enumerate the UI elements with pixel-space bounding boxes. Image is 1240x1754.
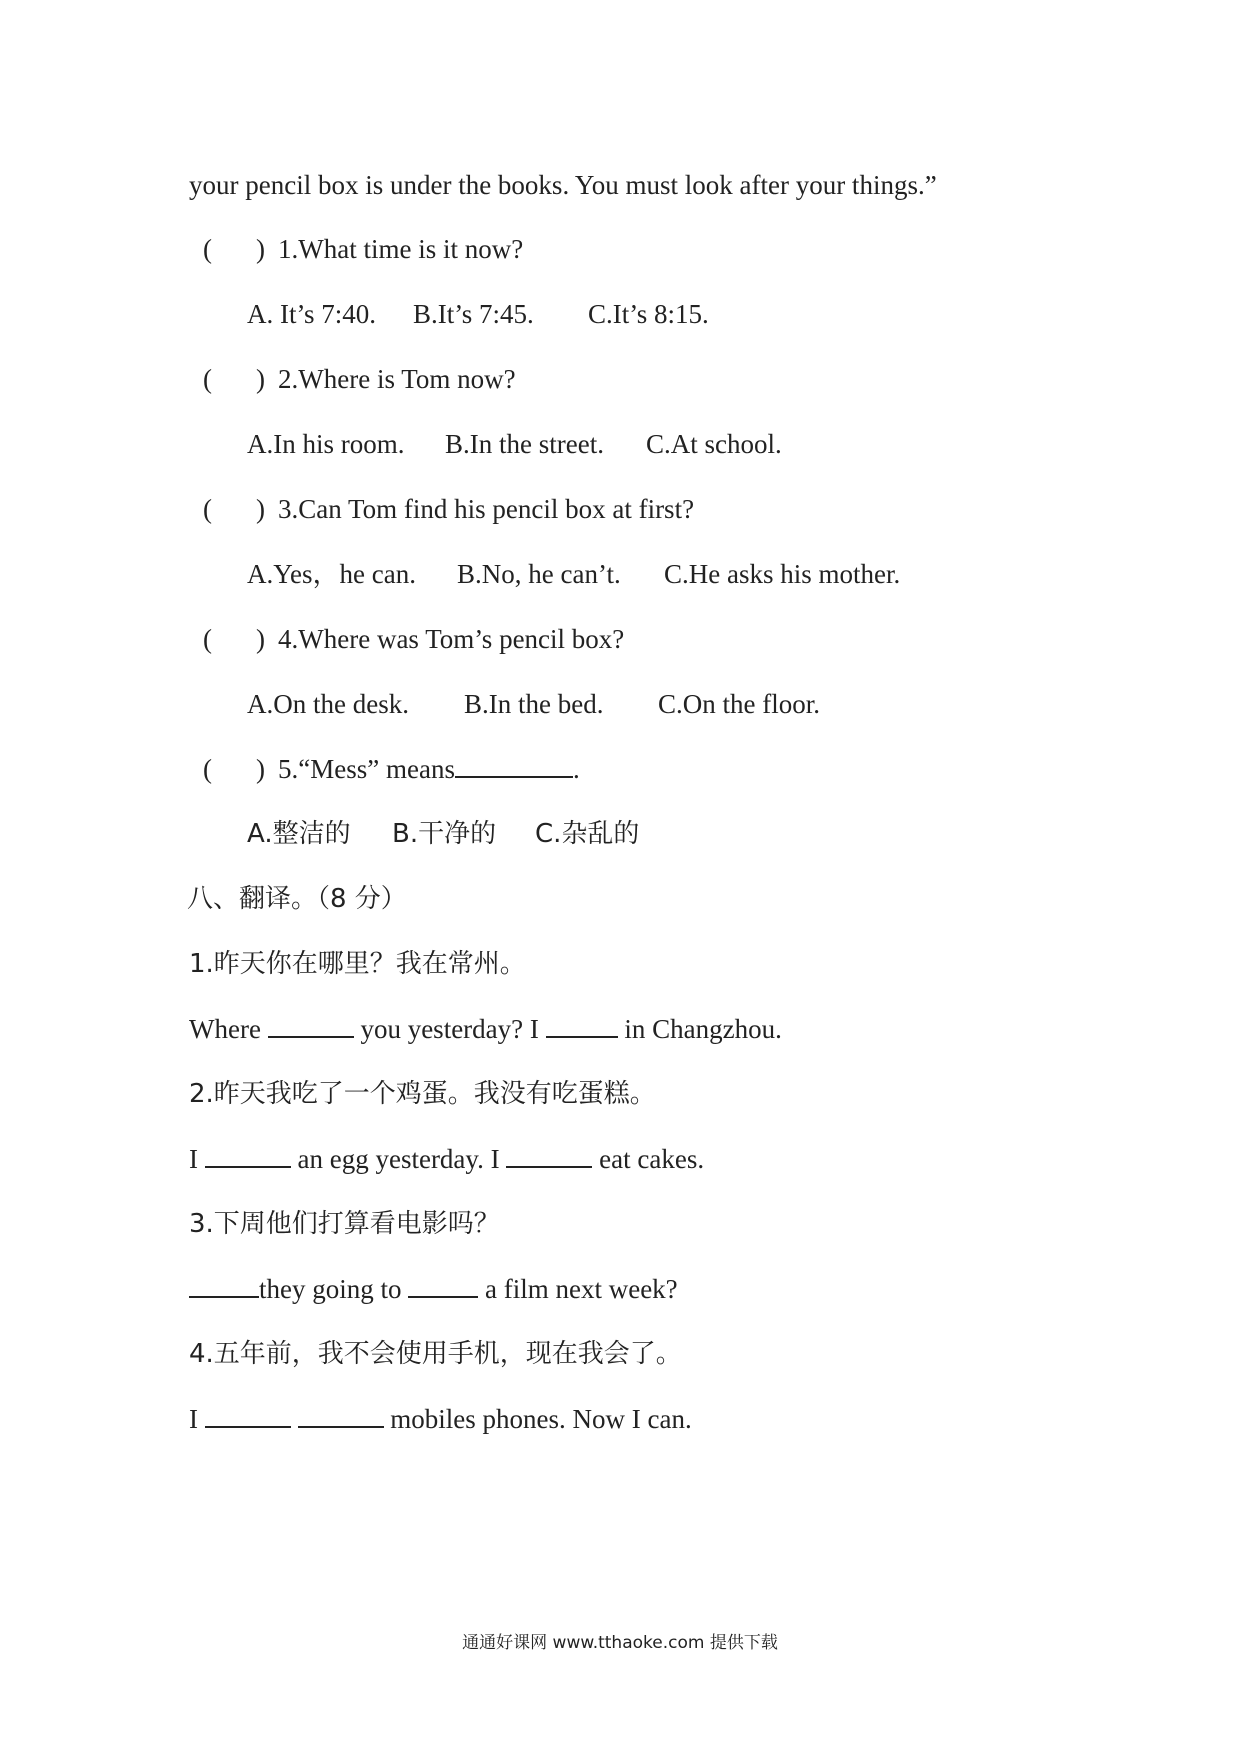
option-a: A. It’s 7:40. — [247, 299, 377, 329]
question-3 — [203, 492, 694, 526]
answer-paren: ( ) — [203, 364, 265, 394]
footer-text: 通通好课网 www.tthaoke.com 提供下载 — [462, 1633, 778, 1653]
question-stem: 2.Where is Tom now? — [278, 364, 516, 394]
translation-4-english: I mobiles phones. Now I can. — [189, 1404, 692, 1434]
option-c: C.杂乱的 — [535, 819, 640, 849]
option-c: C.He asks his mother. — [664, 559, 901, 589]
question-1 — [203, 232, 523, 266]
translation-2-chinese: 2.昨天我吃了一个鸡蛋。我没有吃蛋糕。 — [189, 1079, 656, 1109]
answer-blank[interactable] — [298, 1402, 384, 1428]
answer-paren: ( ) — [203, 754, 265, 784]
question-3-options — [247, 557, 900, 591]
answer-blank[interactable] — [205, 1142, 291, 1168]
translation-3-english: they going to a film next week? — [189, 1272, 678, 1306]
answer-paren: ( ) — [203, 624, 265, 654]
option-c: C.It’s 8:15. — [588, 299, 709, 329]
option-c: C.On the floor. — [658, 689, 820, 719]
option-a: A.On the desk. — [247, 689, 409, 719]
question-5-options — [247, 817, 639, 851]
question-4-options — [247, 687, 820, 721]
answer-blank[interactable] — [205, 1402, 291, 1428]
translation-3-chinese: 3.下周他们打算看电影吗？ — [189, 1209, 500, 1239]
translation-1-english: Where you yesterday? I in Changzhou. — [189, 1014, 782, 1044]
question-stem: 4.Where was Tom’s pencil box? — [278, 624, 625, 654]
question-2 — [203, 362, 516, 396]
question-stem: 5.“Mess” means — [278, 754, 455, 784]
translation-4-chinese: 4.五年前，我不会使用手机，现在我会了。 — [189, 1339, 682, 1369]
answer-blank[interactable] — [189, 1272, 259, 1298]
option-b: B.干净的 — [392, 819, 497, 849]
option-a: A.整洁的 — [247, 819, 351, 849]
option-b: B.In the street. — [445, 429, 604, 459]
answer-paren: ( ) — [203, 234, 265, 264]
answer-blank[interactable] — [408, 1272, 478, 1298]
option-b: B.No, he can’t. — [457, 559, 621, 589]
question-5: ( ) 5.“Mess” means . — [203, 754, 580, 784]
question-stem: 1.What time is it now? — [278, 234, 524, 264]
option-a: A.Yes，he can. — [247, 559, 416, 589]
question-4 — [203, 622, 624, 656]
question-stem: 3.Can Tom find his pencil box at first? — [278, 494, 695, 524]
answer-blank[interactable] — [506, 1142, 592, 1168]
option-a: A.In his room. — [247, 429, 405, 459]
question-1-options — [247, 297, 709, 331]
option-b: B.In the bed. — [464, 689, 604, 719]
answer-paren: ( ) — [203, 494, 265, 524]
question-2-options — [247, 427, 782, 461]
answer-blank[interactable] — [546, 1012, 618, 1038]
answer-blank[interactable] — [455, 752, 573, 778]
translation-2-english: I an egg yesterday. I eat cakes. — [189, 1144, 705, 1174]
option-b: B.It’s 7:45. — [413, 299, 534, 329]
option-c: C.At school. — [646, 429, 782, 459]
passage-end-text: your pencil box is under the books. You must look after your things.” — [189, 170, 937, 200]
answer-blank[interactable] — [268, 1012, 354, 1038]
section-8-heading: 八、翻译。（8 分） — [187, 884, 407, 914]
translation-1-chinese: 1.昨天你在哪里？我在常州。 — [189, 949, 526, 979]
